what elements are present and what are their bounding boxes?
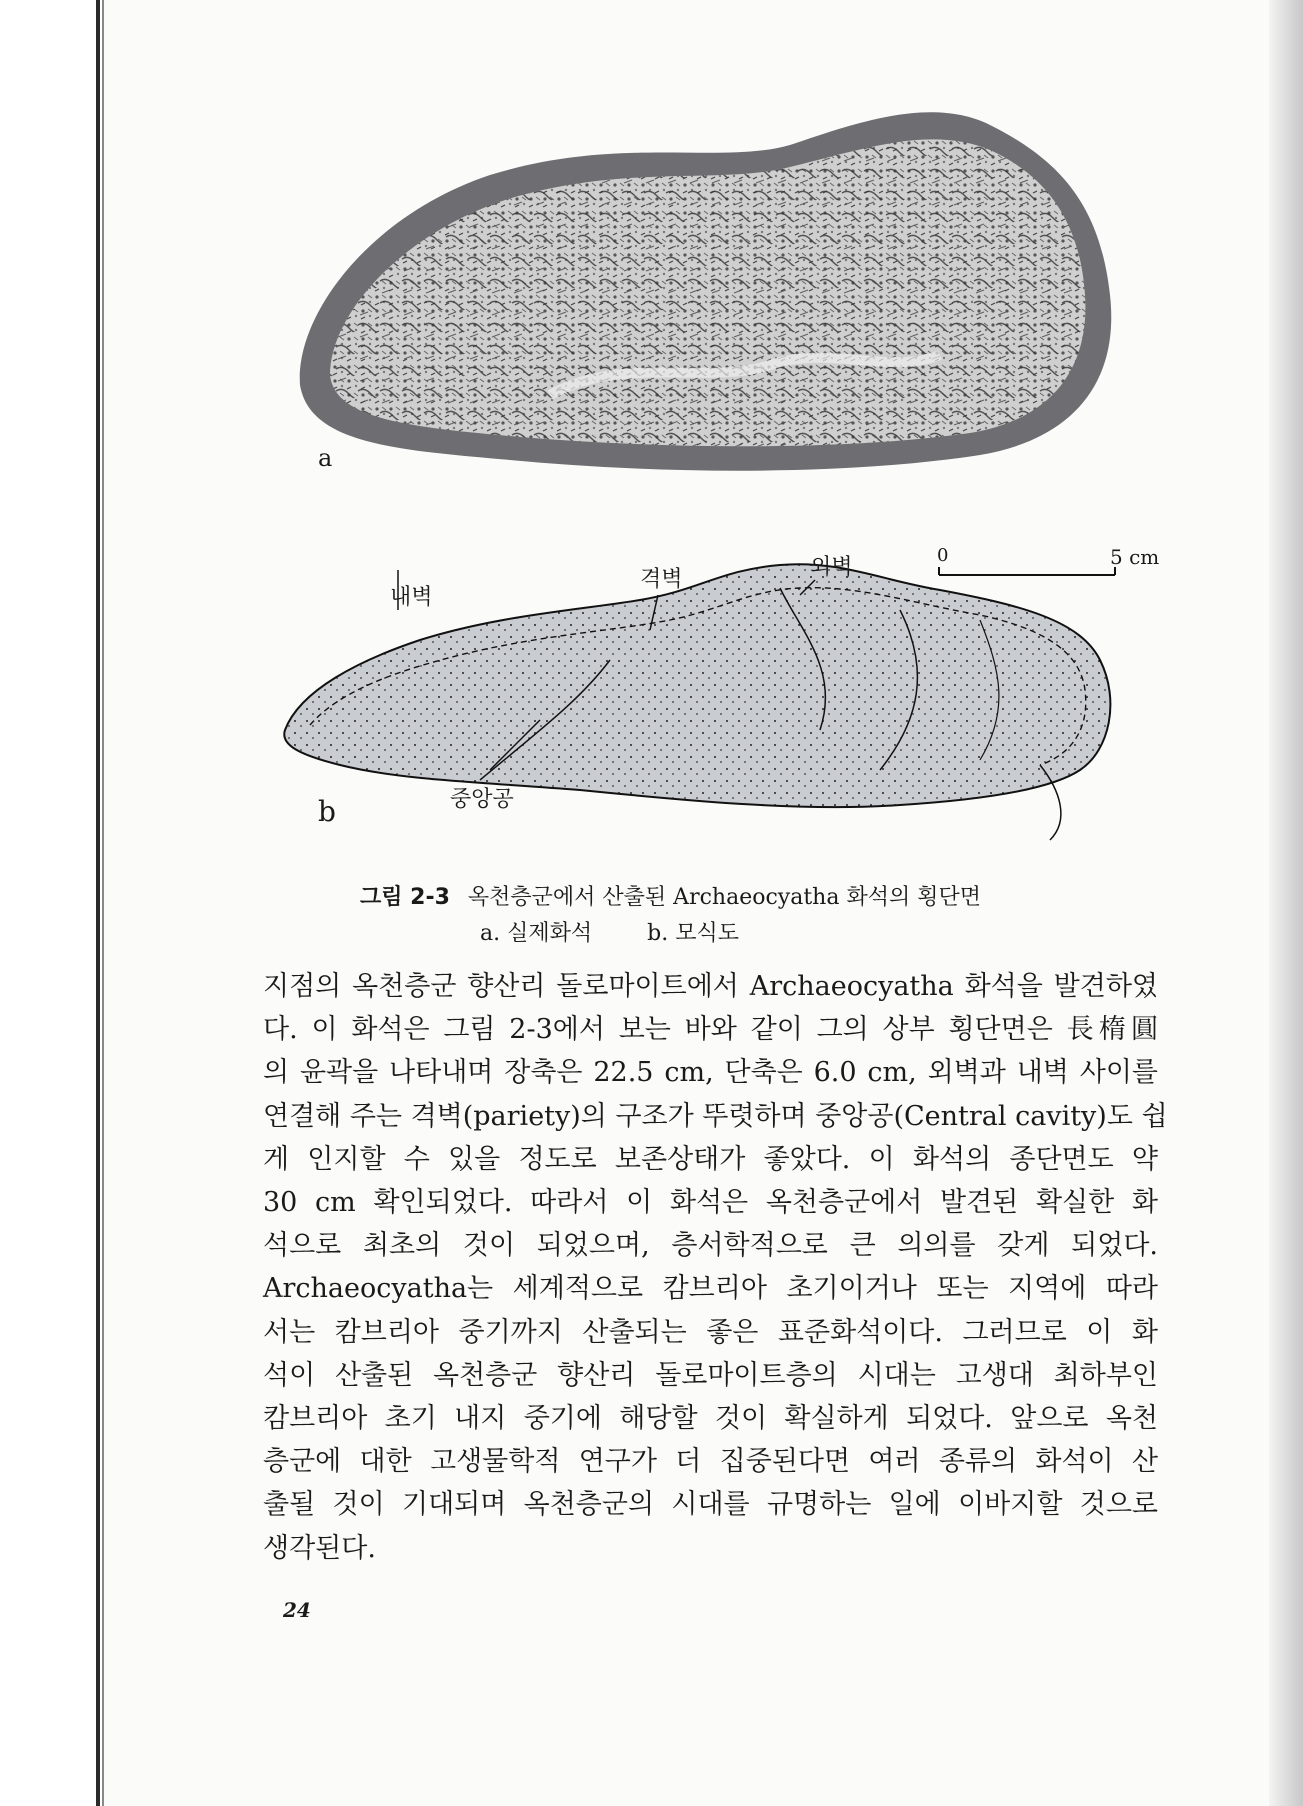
body-line: 석이 산출된 옥천층군 향산리 돌로마이트층의 시대는 고생대 최하부인 — [263, 1359, 1158, 1391]
body-line: Archaeocyatha는 세계적으로 캄브리아 초기이거나 또는 지역에 따라 — [263, 1273, 1158, 1305]
body-line: 출될 것이 기대되며 옥천층군의 시대를 규명하는 일에 이바지할 것으로 — [263, 1489, 1158, 1521]
scale-start-label: 0 — [937, 545, 949, 566]
caption-line-1 — [360, 880, 1120, 916]
scan-edge-right — [1269, 0, 1303, 1806]
body-line: 지점의 옥천층군 향산리 돌로마이트에서 Archaeocyatha 화석을 발견하였 — [263, 971, 1158, 1002]
figure-label-a: a — [318, 444, 333, 472]
page-number: 24 — [283, 1598, 311, 1622]
caption-line-2 — [360, 916, 1120, 952]
body-line: 30 cm 확인되었다. 따라서 이 화석은 옥천층군에서 발견된 확실한 화 — [263, 1187, 1158, 1219]
body-line: 의 윤곽을 나타내며 장축은 22.5 cm, 단축은 6.0 cm, 외벽과 내벽 사이를 — [263, 1057, 1158, 1089]
annotation-central-cavity: 중앙공 — [450, 787, 514, 812]
body-line: 층군에 대한 고생물학적 연구가 더 집중된다면 여러 종류의 화석이 산 — [263, 1446, 1158, 1478]
annotation-septum: 격벽 — [640, 567, 683, 592]
scale-end-label: 5 cm — [1110, 545, 1160, 569]
annotation-outer-wall: 외벽 — [810, 555, 853, 580]
body-line: 서는 캄브리아 중기까지 산출되는 좋은 표준화석이다. 그러므로 이 화 — [263, 1316, 1158, 1348]
body-paragraph — [263, 965, 1168, 1570]
caption-number: 그림 2-3 — [360, 885, 450, 910]
figure-caption — [360, 880, 1120, 952]
body-line: 석으로 최초의 것이 되었으며, 층서학적으로 큰 의의를 갖게 되었다. — [263, 1230, 1158, 1262]
fossil-photo-figure — [290, 55, 1130, 515]
figure-label-b: b — [318, 795, 336, 828]
scan-edge-left — [96, 0, 100, 1806]
body-line: 연결해 주는 격벽(pariety)의 구조가 뚜렷하며 중앙공(Central cavity)도 쉽 — [263, 1100, 1168, 1132]
caption-sub-a: a. 실제화석 — [480, 921, 593, 946]
body-line: 다. 이 화석은 그림 2-3에서 보는 바와 같이 그의 상부 횡단면은 長楕圓 — [263, 1014, 1158, 1046]
caption-sub-b: b. 모식도 — [647, 921, 739, 946]
caption-title: 옥천층군에서 산출된 Archaeocyatha 화석의 횡단면 — [467, 885, 981, 910]
body-line: 게 인지할 수 있을 정도로 보존상태가 좋았다. 이 화석의 종단면도 약 — [263, 1143, 1158, 1175]
body-line: 캄브리아 초기 내지 중기에 해당할 것이 확실하게 되었다. 앞으로 옥천 — [263, 1403, 1158, 1435]
body-line: 생각된다. — [263, 1532, 376, 1564]
scale-bar — [935, 545, 1135, 585]
annotation-inner-wall: 내벽 — [390, 585, 433, 610]
